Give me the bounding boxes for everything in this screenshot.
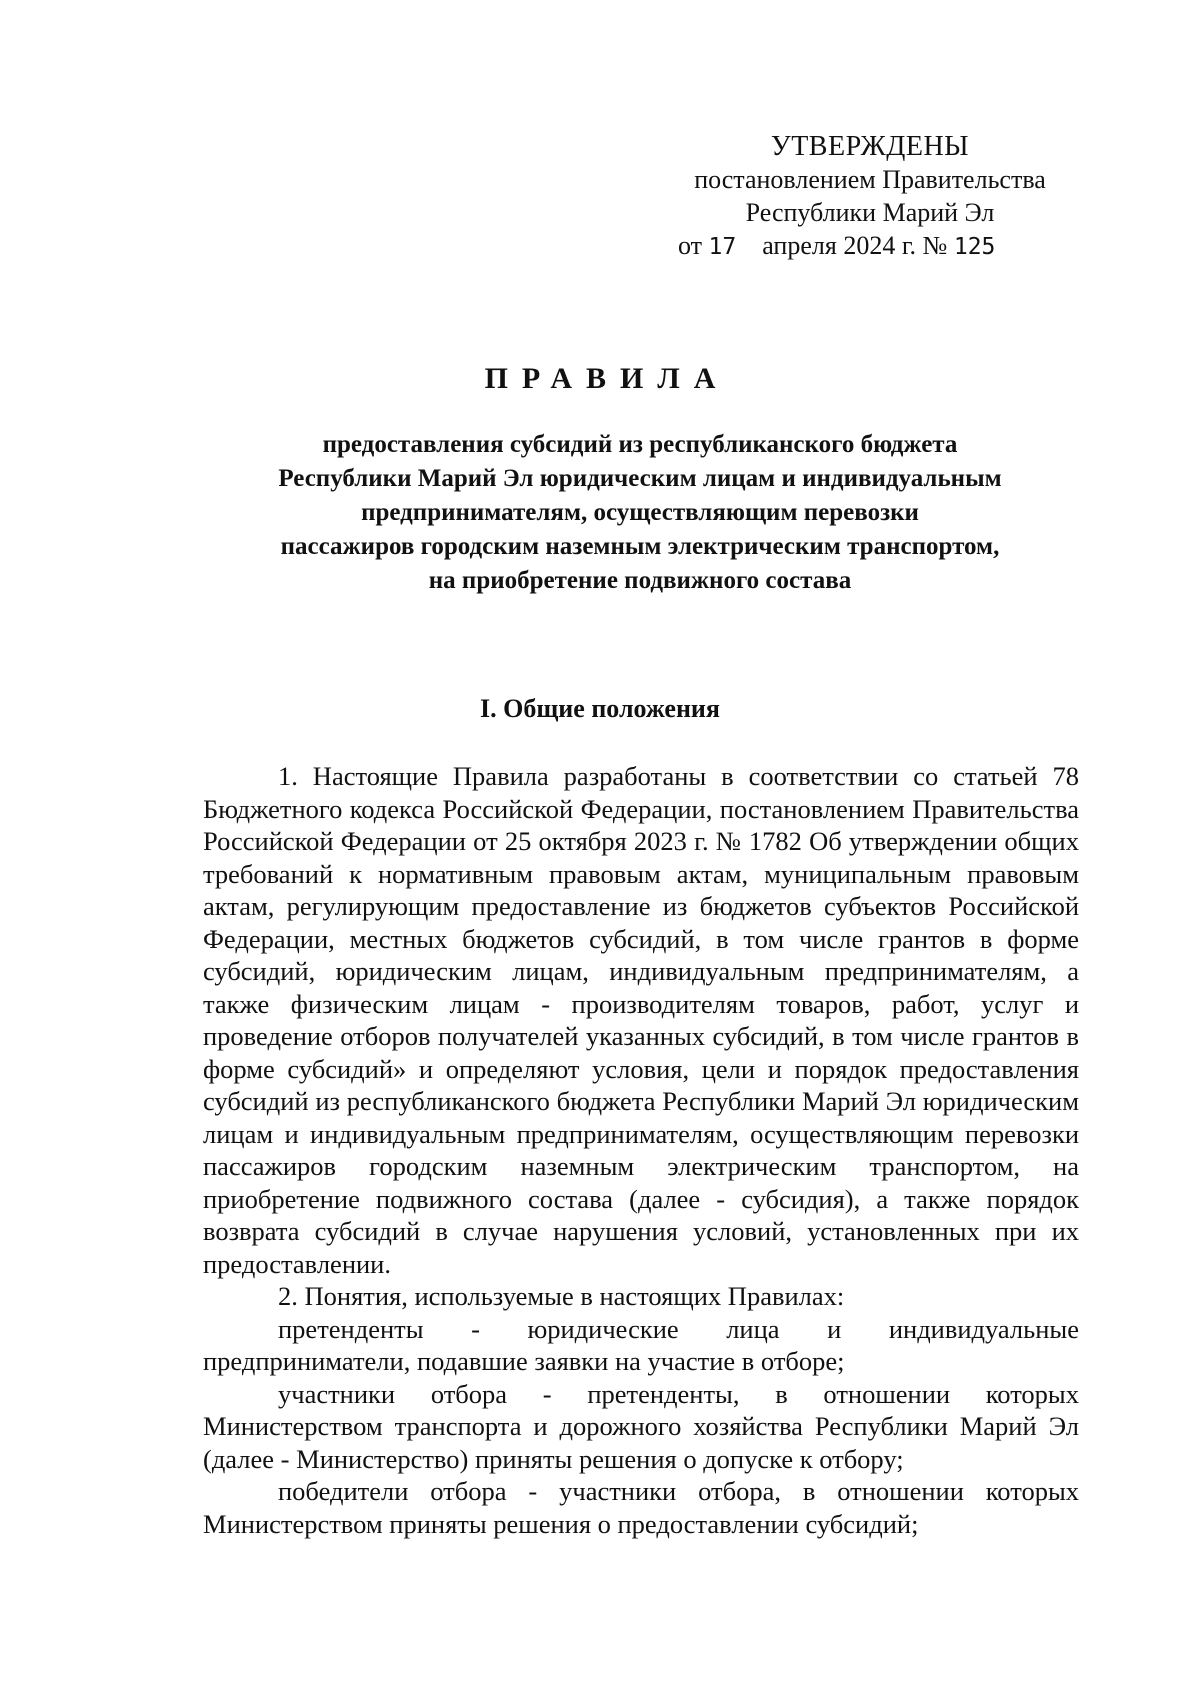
definition-participants: участники отбора - претенденты, в отношении которых Министерством транспорта и дорожного хозяйства Республики Марий Эл (далее - Министерство) приняты решения о допуске к отбору; bbox=[203, 1378, 1079, 1474]
subtitle-line: Республики Марий Эл юридическим лицам и индивидуальным bbox=[278, 465, 1002, 492]
paragraph-1: 1. Настоящие Правила разработаны в соответствии со статьей 78 Бюджетного кодекса Российской Федерации, постановлением Правительства Российской Федерации от 25 октября 2023 г. № 1782 Об утверждении общих требований к нормативным правовым актам, муниципальным правовым актам, регулирующим предоставление из бюджетов субъектов Российской Федерации, местных бюджетов субсидий, в том числе грантов в форме субсидий, юридическим лицам, индивидуальным предпринимателям, а также физическим лицам - производителям товаров, работ, услуг и проведение отборов получателей указанных субсидий, в том числе грантов в форме субсидий» и определяют условия, цели и порядок предоставления субсидий из республиканского бюджета Республики Марий Эл юридическим лицам и индивидуальным предпринимателям, осуществляющим перевозки пассажиров городским наземным электрическим транспортом, на приобретение подвижного состава (далее - субсидия), а также порядок возврата субсидий в случае нарушения условий, установленных при их предоставлении. bbox=[203, 761, 1079, 1279]
date-day: 17 bbox=[708, 234, 737, 260]
approval-block bbox=[660, 130, 1080, 264]
definition-applicants: претенденты - юридические лица и индивидуальные предприниматели, подавшие заявки на участие в отборе; bbox=[203, 1313, 1079, 1376]
subtitle-line: предпринимателям, осуществляющим перевозки bbox=[361, 499, 919, 526]
subtitle-line: пассажиров городским наземным электрическим транспортом, bbox=[280, 533, 1000, 560]
subtitle-line: на приобретение подвижного состава bbox=[428, 567, 852, 594]
document-number: 125 bbox=[953, 234, 996, 260]
approval-line-1: постановлением Правительства bbox=[694, 165, 1046, 194]
approval-line-2: Республики Марий Эл bbox=[745, 198, 995, 227]
paragraph-2: 2. Понятия, используемые в настоящих Правилах: bbox=[278, 1281, 845, 1311]
date-prefix: от bbox=[678, 231, 703, 260]
approval-title: УТВЕРЖДЕНЫ bbox=[770, 131, 970, 162]
definition-winners: победители отбора - участники отбора, в отношении которых Министерством приняты решения о предоставлении субсидий; bbox=[203, 1476, 1079, 1539]
approval-date-line bbox=[660, 229, 1080, 264]
document-body bbox=[203, 760, 1079, 1540]
section-heading: I. Общие положения bbox=[480, 694, 720, 723]
document-title: ПРАВИЛА bbox=[484, 362, 730, 395]
document-subtitle bbox=[200, 428, 1080, 598]
date-month-year: апреля 2024 г. № bbox=[762, 231, 948, 260]
subtitle-line: предоставления субсидий из республиканского бюджета bbox=[322, 431, 958, 458]
